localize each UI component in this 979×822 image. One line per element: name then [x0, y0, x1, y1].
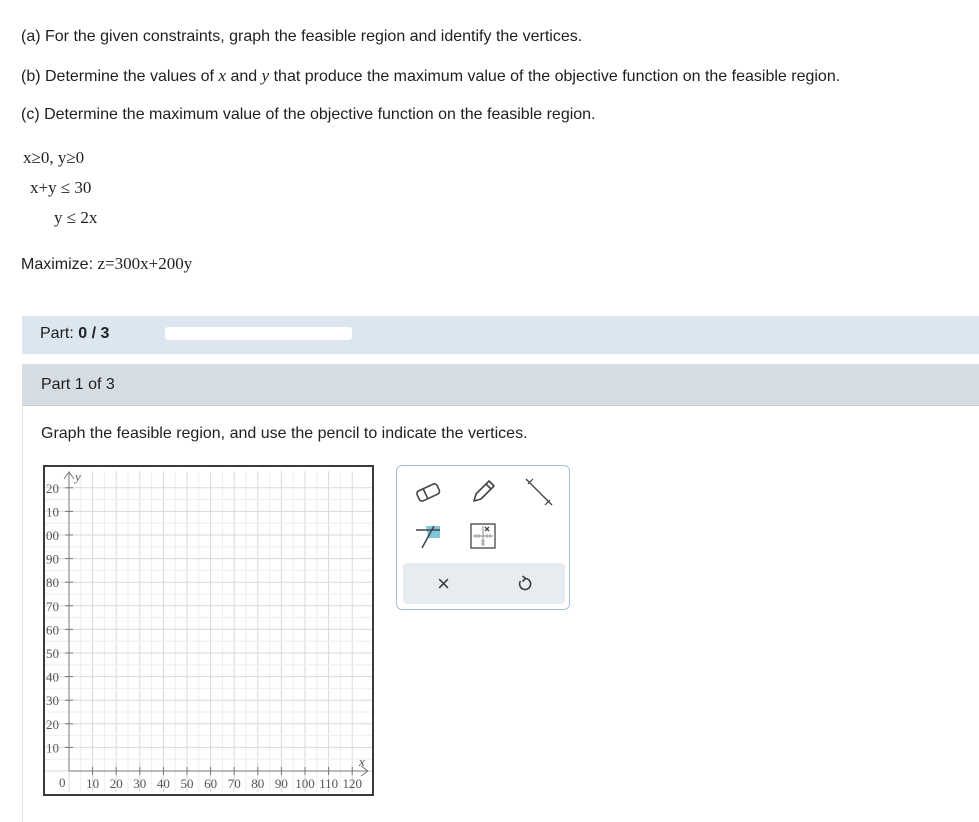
y-tick-label: 20 — [46, 480, 59, 496]
progress-track — [165, 327, 352, 340]
part-progress-label — [40, 325, 109, 343]
x-tick-label: 20 — [109, 776, 123, 791]
x-axis-label: x — [359, 754, 365, 769]
y-tick-label: 30 — [46, 693, 59, 709]
question-c: (c) Determine the maximum value of the objective function on the feasible region. — [21, 106, 596, 123]
part-progress-text: Part: — [40, 325, 74, 342]
y-tick-label: 50 — [46, 646, 59, 661]
origin-label: 0 — [59, 775, 66, 790]
x-tick-label: 80 — [251, 776, 265, 791]
objective-label: Maximize: — [21, 256, 94, 273]
y-tick-label: 00 — [46, 528, 59, 543]
y-tick-label: 70 — [46, 598, 59, 614]
line-tool-icon — [522, 475, 556, 509]
x-tick-label: 90 — [274, 776, 288, 791]
graph-svg[interactable] — [45, 467, 372, 794]
x-tick-label: 30 — [133, 776, 147, 791]
question-b-prefix: (b) Determine the values of — [21, 68, 214, 85]
line-tool[interactable] — [519, 472, 559, 512]
eraser-icon — [413, 477, 443, 507]
question-b-var-y: y — [261, 66, 270, 85]
question-b-var-x: x — [218, 66, 226, 85]
y-tick-label: 20 — [46, 716, 59, 732]
part-progress-value: 0 / 3 — [78, 325, 110, 342]
x-tick-label: 70 — [227, 776, 241, 791]
graph-canvas[interactable] — [43, 465, 374, 796]
y-tick-label: 40 — [46, 669, 59, 685]
clear-icon: × — [437, 570, 450, 596]
objective-expr: z=300x+200y — [97, 254, 193, 273]
x-tick-label: 100 — [295, 776, 315, 791]
part-header — [22, 364, 979, 406]
x-tick-label: 110 — [319, 776, 339, 791]
part-instruction: Graph the feasible region, and use the pencil to indicate the vertices. — [41, 425, 528, 442]
x-tick-label: 60 — [204, 776, 218, 791]
x-tick-label: 50 — [180, 776, 194, 791]
pencil-icon — [468, 477, 498, 507]
y-tick-label: 10 — [46, 740, 59, 756]
eraser-tool[interactable] — [408, 472, 448, 512]
constraint-3: y ≤ 2x — [54, 208, 98, 227]
part-progress-bar — [22, 316, 979, 354]
undo-icon — [516, 575, 534, 593]
constraint-1: x≥0, y≥0 — [23, 148, 85, 167]
point-grid-tool[interactable] — [463, 516, 503, 556]
shade-region-tool[interactable] — [408, 516, 448, 556]
tool-palette — [396, 465, 570, 610]
pencil-tool[interactable] — [463, 472, 503, 512]
question-a: (a) For the given constraints, graph the feasible region and identify the vertices. — [21, 28, 583, 45]
clear-button[interactable] — [403, 563, 484, 604]
y-tick-label: 80 — [46, 575, 59, 591]
shade-region-icon — [412, 520, 444, 552]
y-tick-label: 90 — [46, 551, 59, 567]
undo-button[interactable] — [484, 563, 565, 604]
y-tick-label: 60 — [46, 622, 59, 638]
question-b-suffix: that produce the maximum value of the objective function on the feasible region. — [273, 68, 841, 85]
question-b-and: and — [230, 68, 258, 85]
x-tick-label: 10 — [86, 776, 100, 791]
x-tick-label: 120 — [342, 776, 362, 791]
y-tick-label: 10 — [46, 504, 59, 520]
part-header-title: Part 1 of 3 — [41, 376, 115, 393]
x-tick-label: 40 — [156, 776, 170, 791]
y-axis-label: y — [75, 469, 81, 484]
objective — [21, 254, 192, 275]
constraint-2: x+y ≤ 30 — [30, 178, 92, 197]
question-b — [21, 66, 840, 87]
point-grid-icon — [468, 521, 498, 551]
tool-actions — [403, 563, 565, 604]
